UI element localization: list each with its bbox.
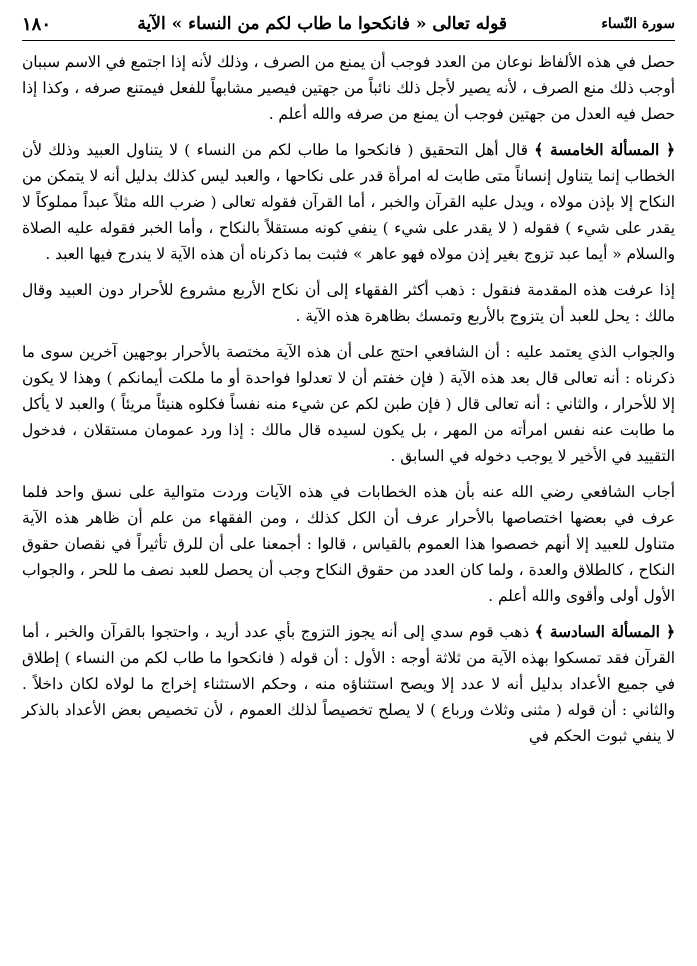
paragraph-6 [22,619,675,749]
paragraph-1 [22,49,675,127]
paragraph-text: ذهب قوم سدي إلى أنه يجوز التزوج بأي عدد أريد ، واحتجوا بالقرآن والخبر ، أما القرآن فقد تمسكوا بهذه الآية من ثلاثة أوجه : الأول : أن قوله ( فانكحوا ما طاب لكم من النساء ) إطلاق في جميع الأعداد بدليل أنه لا عدد إلا ويصح استثناؤه منه ، وحكم الاستثناء إخراج ما لولاه لكان داخلاً . والثاني : أن قوله ( مثنى وثلاث ورباع ) لا يصلح تخصيصاً لذلك العموم ، لأن تخصيص بعض الأعداد بالذكر لا ينفي ثبوت الحكم في [22,623,675,745]
page-body [22,49,675,749]
running-title: قوله تعالى « فانكحوا ما طاب لكم من النساء » الآية [137,14,507,34]
surah-name: سورة النّساء [601,16,675,32]
page-header [22,10,675,41]
page-number: ١٨٠ [22,14,52,35]
paragraph-text: قال أهل التحقيق ( فانكحوا ما طاب لكم من النساء ) لا يتناول العبيد وذلك لأن الخطاب إنما يتناول إنساناً متى طابت له امرأة قدر على نكاحها ، والعبد ليس كذلك بدليل أنه لا يتمكن من النكاح إلا بإذن مولاه ، ويدل عليه القرآن والخبر ، أما القرآن فقوله تعالى ( ضرب الله مثلاً عبداً مملوكاً لا يقدر على شيء ) فقوله ( لا يقدر على شيء ) ينفي كونه مستقلاً بالنكاح ، وأما الخبر فقوله عليه الصلاة والسلام « أيما عبد تزوج بغير إذن مولاه فهو عاهر » فثبت بما ذكرناه أن هذه الآية لا يندرج فيها العبد . [22,141,675,263]
paragraph-5 [22,479,675,609]
paragraph-4 [22,339,675,469]
section-heading-fifth: ﴿ المسألة الخامسة ﴾ [534,141,675,159]
paragraph-2 [22,137,675,267]
paragraph-text: إذا عرفت هذه المقدمة فنقول : ذهب أكثر الفقهاء إلى أن نكاح الأربع مشروع للأحرار دون العبيد وقال مالك : يحل للعبد أن يتزوج بالأربع وتمسك بظاهرة هذه الآية . [22,281,675,325]
paragraph-text: والجواب الذي يعتمد عليه : أن الشافعي احتج على أن هذه الآية مختصة بالأحرار بوجهين آخرين سوى ما ذكرناه : أنه تعالى قال بعد هذه الآية ( فإن خفتم أن لا تعدلوا فواحدة أو ما ملكت أيمانكم ) وهذا لا يكون إلا للأحرار ، والثاني : أنه تعالى قال ( فإن طبن لكم عن شيء منه نفساً فكلوه هنيئاً مريئاً ) والعبد لا يأكل ما طابت عنه نفس امرأته من المهر ، بل يكون لسيده قال مالك : إذا ورد عمومان مستقلان ، فدخول التقييد في الأخير لا يوجب دخوله في السابق . [22,343,675,465]
paragraph-text: حصل في هذه الألفاظ نوعان من العدد فوجب أن يمنع من الصرف ، وذلك لأنه إذا اجتمع في الاسم سببان أوجب ذلك منع الصرف ، لأنه يصير لأجل ذلك نائباً من جهتين فيصير مشابهاً للفعل فيمتنع صرفه ، وكذا إذا حصل فيه العدل من جهتين فوجب أن يمنع من صرفه والله أعلم . [21,53,675,123]
section-heading-sixth: ﴿ المسألة السادسة ﴾ [534,623,675,641]
paragraph-text: أجاب الشافعي رضي الله عنه بأن هذه الخطابات في هذه الآيات وردت متوالية على نسق واحد فلما عرف في بعضها اختصاصها بالأحرار عرف أن الكل كذلك ، ومن الفقهاء من علم أن ظاهر هذه الآية متناول للعبيد إلا أنهم خصصوا هذا العموم بالقياس ، قالوا : أجمعنا على أن للرق تأثيراً في نقصان حقوق النكاح ، كالطلاق والعدة ، ولما كان العدد من حقوق النكاح وجب أن يحصل للعبد نصف ما للحر ، والجواب الأول أولى وأقوى والله أعلم . [22,483,675,605]
paragraph-3 [22,277,675,329]
